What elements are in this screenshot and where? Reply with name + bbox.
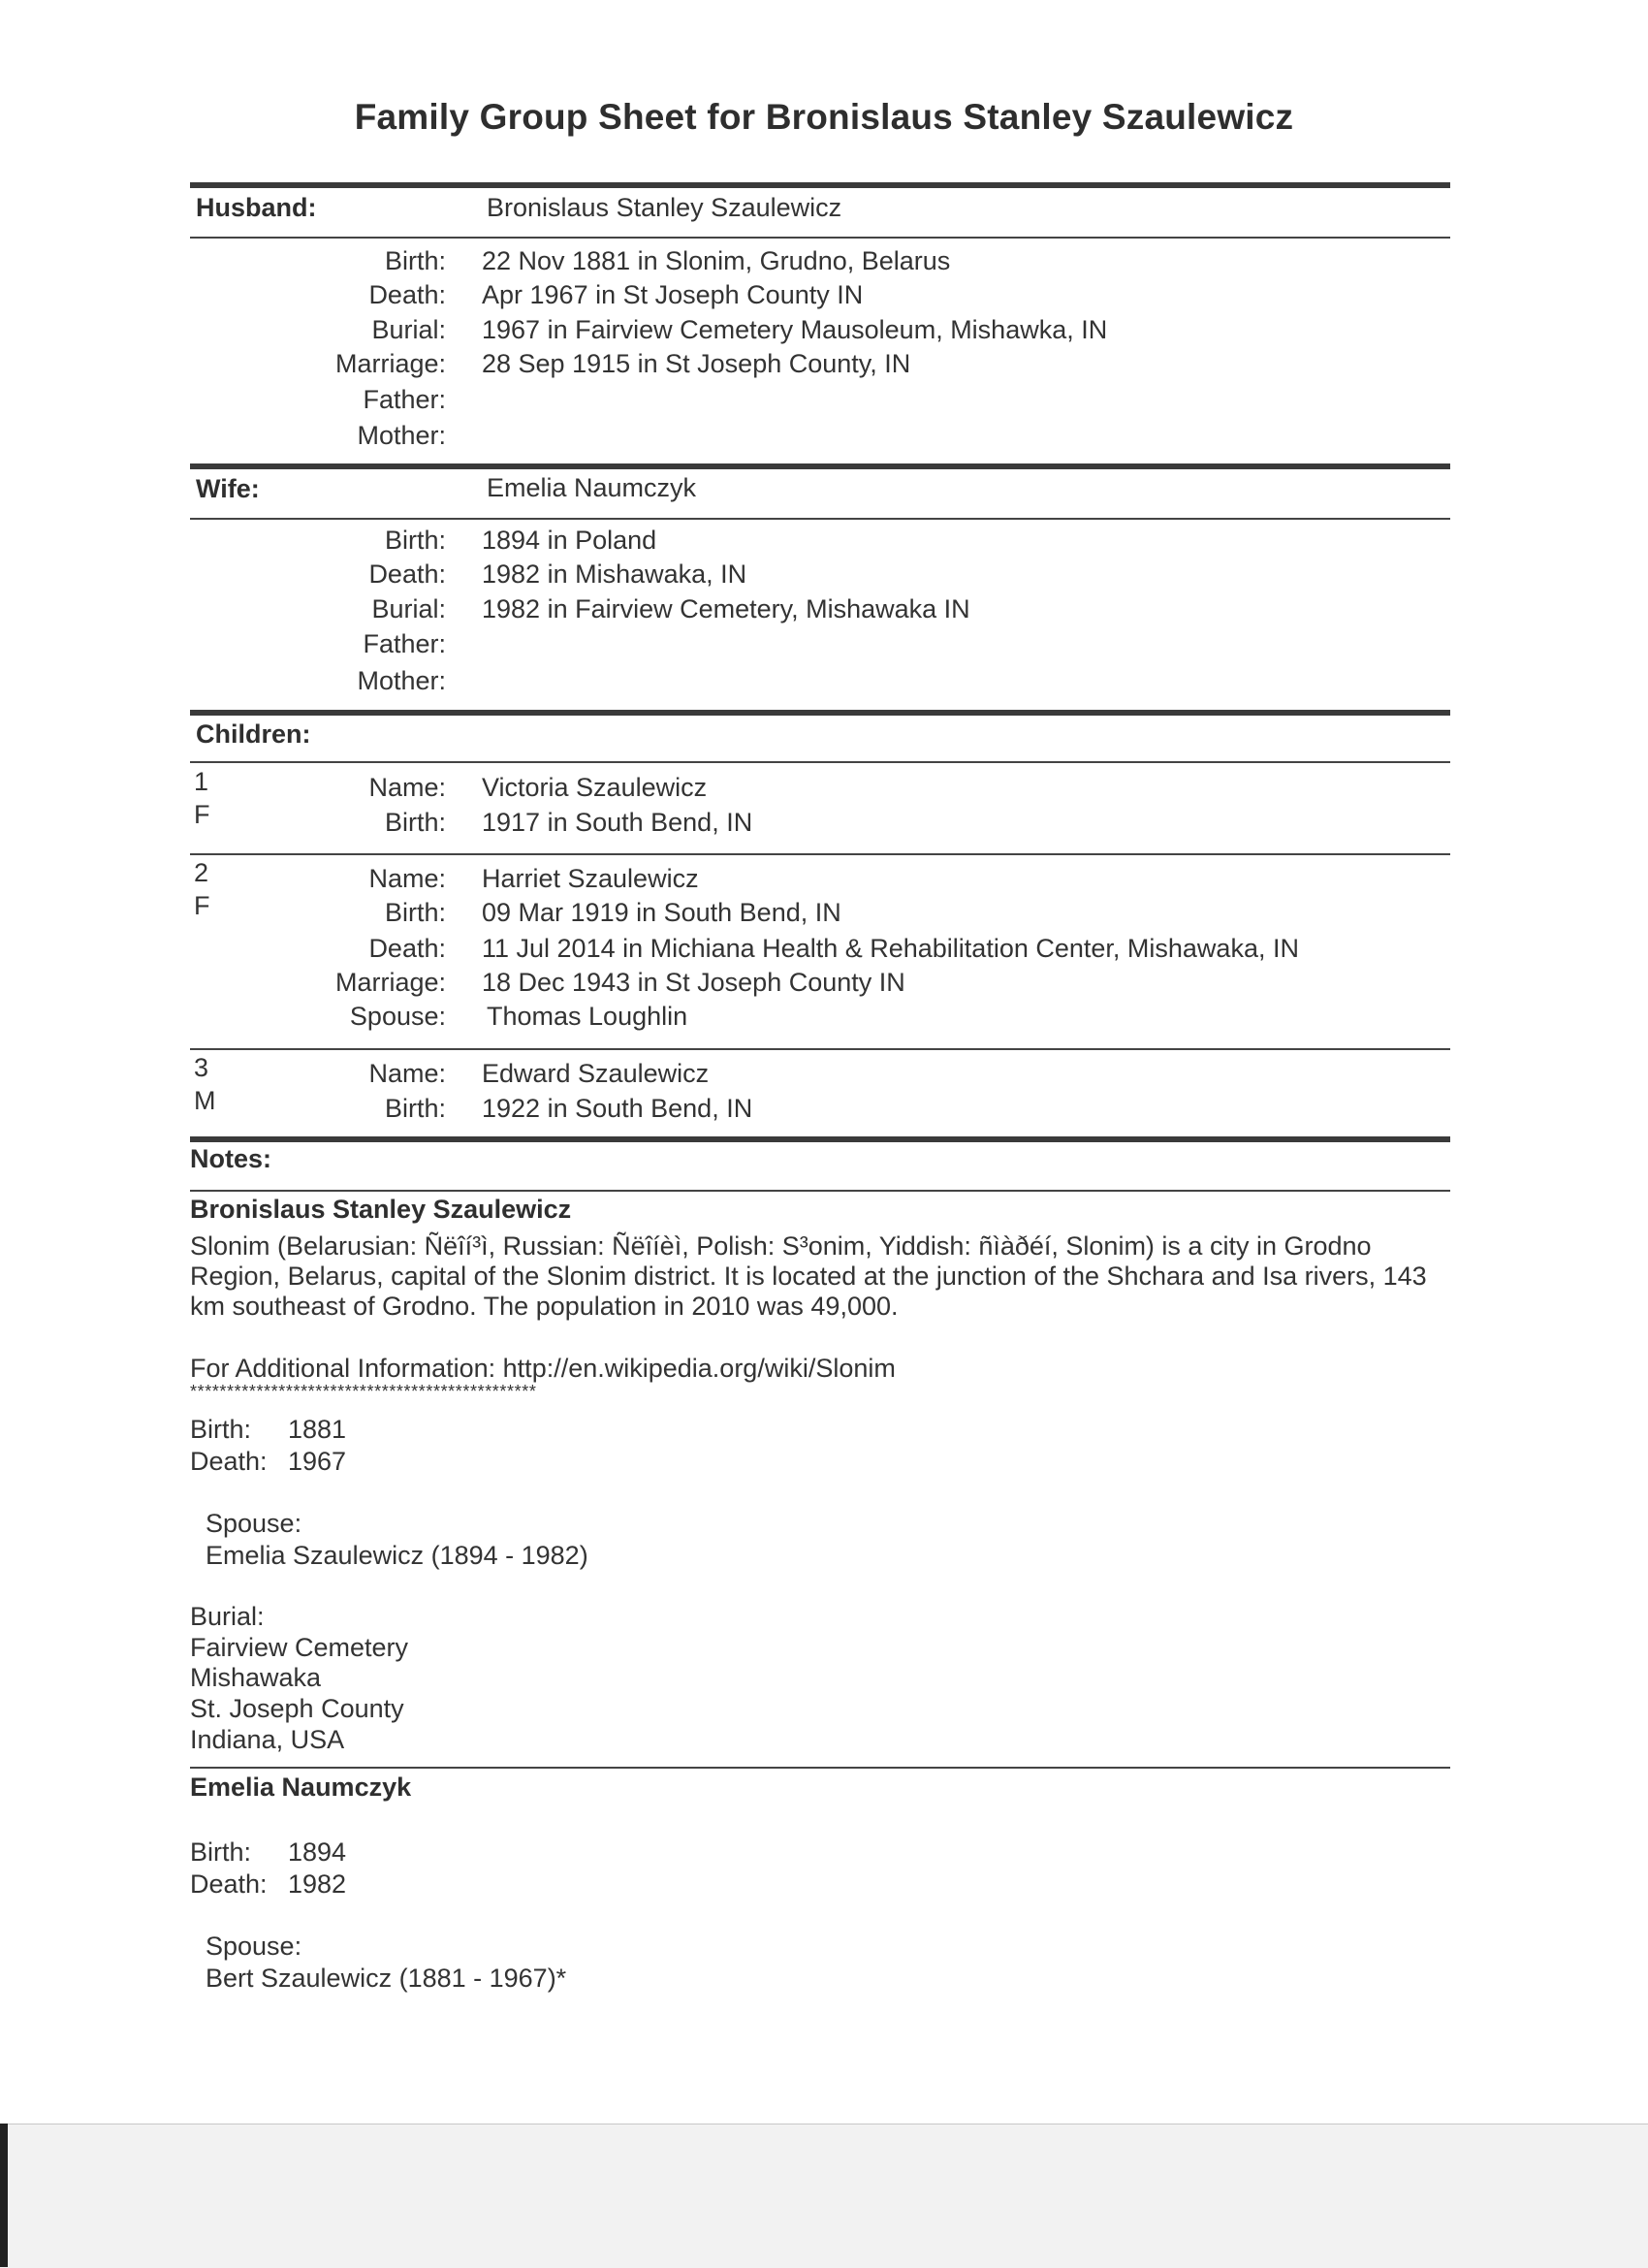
- fact-label: Name:: [368, 864, 446, 893]
- section-divider: [190, 518, 1450, 520]
- fact-label: Burial:: [371, 594, 446, 623]
- section-rule: [190, 463, 1450, 469]
- note-spouse-value: Emelia Szaulewicz (1894 - 1982): [206, 1541, 588, 1570]
- fact-value: 09 Mar 1919 in South Bend, IN: [482, 898, 841, 927]
- fact-value: Victoria Szaulewicz: [482, 773, 708, 802]
- child-number: 3: [194, 1053, 209, 1082]
- fact-value: 1922 in South Bend, IN: [482, 1094, 753, 1123]
- notes-divider: [190, 1767, 1450, 1769]
- fact-label: Birth:: [384, 526, 446, 555]
- fact-value: 1917 in South Bend, IN: [482, 808, 753, 837]
- wife-name: Emelia Naumczyk: [487, 473, 697, 502]
- fact-label: Birth:: [384, 808, 446, 837]
- note-spouse-value: Bert Szaulewicz (1881 - 1967)*: [206, 1964, 567, 1993]
- fact-value: 1982 in Mishawaka, IN: [482, 559, 747, 589]
- note-paragraph: Slonim (Belarusian: Ñëîí³ì, Russian: Ñëîíèì, Polish: S³onim, Yiddish: ñìàðéí, Slonim) is a city in Grodno Region, Belarus, capital of the Slonim district. It is located at the junction of the Shchara and Isa rivers, 143 km southeast of Grodno. The population in 2010 was 49,000.: [190, 1231, 1427, 1321]
- note-birth-label: Birth:: [190, 1415, 252, 1444]
- fact-label: Death:: [368, 559, 446, 589]
- burial-line: St. Joseph County: [190, 1694, 404, 1723]
- section-divider: [190, 1190, 1450, 1192]
- fact-label: Spouse:: [349, 1002, 446, 1031]
- children-header: Children:: [196, 719, 311, 749]
- fact-label: Death:: [368, 280, 446, 309]
- fact-value: Thomas Loughlin: [487, 1002, 688, 1031]
- fact-value: 11 Jul 2014 in Michiana Health & Rehabilitation Center, Mishawaka, IN: [482, 934, 1299, 963]
- child-sex: F: [194, 800, 210, 829]
- fact-label: Father:: [363, 385, 446, 414]
- note-birth-value: 1894: [288, 1837, 347, 1867]
- section-rule: [190, 710, 1450, 716]
- note-birth-label: Birth:: [190, 1837, 252, 1867]
- scan-bottom-edge: [0, 2124, 1648, 2268]
- child-number: 1: [194, 767, 209, 796]
- section-divider: [190, 761, 1450, 763]
- burial-line: Mishawaka: [190, 1663, 322, 1692]
- fact-value: Harriet Szaulewicz: [482, 864, 699, 893]
- child-divider: [190, 1048, 1450, 1050]
- scan-left-edge: [0, 2124, 8, 2267]
- fact-value: 1982 in Fairview Cemetery, Mishawaka IN: [482, 594, 970, 623]
- fact-label: Burial:: [371, 315, 446, 344]
- fact-value: 22 Nov 1881 in Slonim, Grudno, Belarus: [482, 246, 951, 275]
- note-death-label: Death:: [190, 1869, 268, 1899]
- fact-label: Birth:: [384, 246, 446, 275]
- notes-header: Notes:: [190, 1144, 272, 1173]
- section-rule: [190, 182, 1450, 188]
- fact-label: Birth:: [384, 898, 446, 927]
- wife-header: Wife:: [196, 474, 260, 503]
- child-divider: [190, 853, 1450, 855]
- note-death-value: 1982: [288, 1869, 347, 1899]
- note-spouse-label: Spouse:: [206, 1509, 302, 1538]
- fact-label: Name:: [368, 773, 446, 802]
- child-sex: M: [194, 1086, 216, 1115]
- fact-label: Father:: [363, 629, 446, 658]
- fact-value: Apr 1967 in St Joseph County IN: [482, 280, 864, 309]
- husband-header: Husband:: [196, 193, 317, 222]
- note-birth-value: 1881: [288, 1415, 347, 1444]
- note-death-value: 1967: [288, 1447, 347, 1476]
- note-spouse-label: Spouse:: [206, 1932, 302, 1961]
- fact-value: 1967 in Fairview Cemetery Mausoleum, Mishawka, IN: [482, 315, 1108, 344]
- section-divider: [190, 237, 1450, 239]
- page-title: Family Group Sheet for Bronislaus Stanley Szaulewicz: [354, 97, 1294, 137]
- note-person-name: Bronislaus Stanley Szaulewicz: [190, 1195, 572, 1224]
- burial-line: Indiana, USA: [190, 1725, 345, 1754]
- note-person-name: Emelia Naumczyk: [190, 1773, 412, 1802]
- fact-label: Marriage:: [334, 349, 446, 378]
- fact-label: Birth:: [384, 1094, 446, 1123]
- fact-value: Edward Szaulewicz: [482, 1059, 710, 1088]
- separator-stars: ***********************************************: [190, 1382, 537, 1401]
- fact-value: 28 Sep 1915 in St Joseph County, IN: [482, 349, 911, 378]
- fact-label: Mother:: [357, 421, 446, 450]
- burial-line: Fairview Cemetery: [190, 1633, 409, 1662]
- husband-name: Bronislaus Stanley Szaulewicz: [487, 193, 842, 222]
- fact-label: Name:: [368, 1059, 446, 1088]
- section-rule: [190, 1136, 1450, 1142]
- child-sex: F: [194, 891, 210, 920]
- note-death-label: Death:: [190, 1447, 268, 1476]
- additional-info: For Additional Information: http://en.wikipedia.org/wiki/Slonim: [190, 1354, 896, 1383]
- fact-value: 18 Dec 1943 in St Joseph County IN: [482, 968, 905, 997]
- fact-value: 1894 in Poland: [482, 526, 657, 555]
- child-number: 2: [194, 858, 209, 887]
- fact-label: Marriage:: [334, 968, 446, 997]
- fact-label: Mother:: [357, 666, 446, 695]
- note-burial-label: Burial:: [190, 1602, 265, 1631]
- fact-label: Death:: [368, 934, 446, 963]
